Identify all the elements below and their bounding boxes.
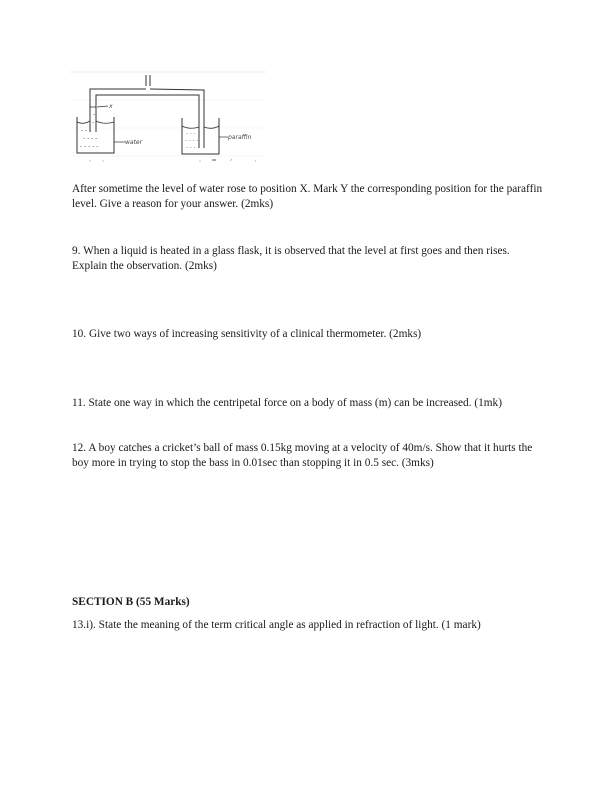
- paraffin-label: paraffin: [228, 134, 252, 141]
- svg-text:-: -: [92, 119, 95, 126]
- u-tube-diagram: [70, 70, 266, 164]
- question-11: 11. State one way in which the centripetal force on a body of mass (m) can be increased. (1mk): [72, 397, 502, 409]
- question-8-followup: After sometime the level of water rose to position X. Mark Y the corresponding position for the paraffin level. Give a reason for your answer. (2mks): [72, 183, 543, 210]
- question-9: 9. When a liquid is heated in a glass flask, it is observed that the level at first goes and then rises. Explain the observation. (2mks): [72, 245, 510, 272]
- u-tube-diagram-drawing: [70, 70, 266, 164]
- question-13i: 13.i). State the meaning of the term critical angle as applied in refraction of light. (1 mark): [72, 619, 481, 631]
- svg-text:-: -: [93, 111, 96, 118]
- x-mark-label: x: [109, 103, 113, 110]
- svg-text:· · · ·: · · · ·: [185, 138, 199, 145]
- question-12: 12. A boy catches a cricket’s ball of mass 0.15kg moving at a velocity of 40m/s. Show that it hurts the boy more in trying to stop the bass in 0.01sec than stopping it in 0.5 sec. (3mks): [72, 442, 533, 469]
- svg-text:· · · ·: · · · ·: [186, 145, 200, 152]
- svg-text:- - - -: - - - -: [83, 135, 98, 142]
- question-10: 10. Give two ways of increasing sensitivity of a clinical thermometer. (2mks): [72, 328, 422, 340]
- svg-text:- - -: - - -: [81, 127, 92, 134]
- water-label: water: [125, 139, 143, 146]
- svg-text:· · ·: · · ·: [186, 131, 196, 138]
- svg-text:- - - - -: - - - - -: [80, 143, 99, 150]
- section-b-heading: SECTION B (55 Marks): [72, 596, 190, 608]
